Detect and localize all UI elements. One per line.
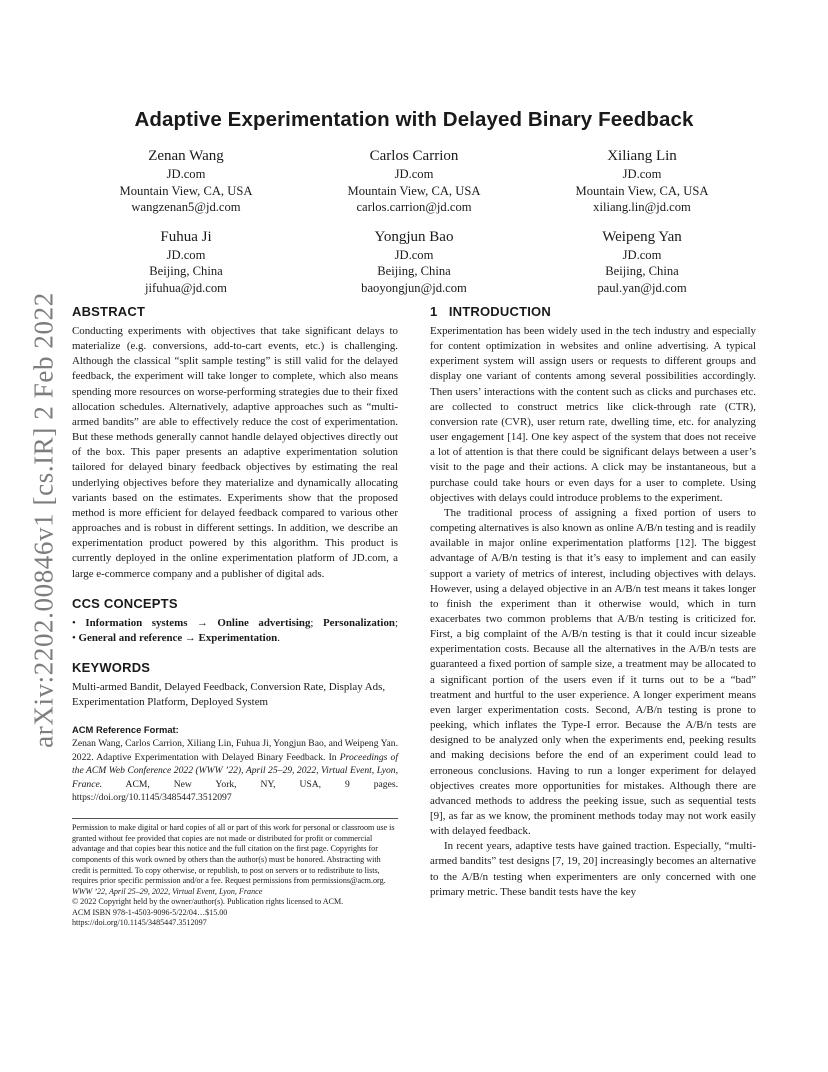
author-location: Mountain View, CA, USA <box>119 183 253 198</box>
author-email: xiliang.lin@jd.com <box>593 200 691 215</box>
author-row <box>72 147 756 216</box>
copyright-line: © 2022 Copyright held by the owner/author(s). Publication rights licensed to ACM. <box>72 897 344 907</box>
permission-notice: Permission to make digital or hard copies of all or part of this work for personal or classroom use is granted without fee provided that copies are not made or distributed for profit or commercial advantage and that copies bear this notice and the full citation on the first page. Copyrights for components of this work owned by others than the author(s) must be honored. Abstracting with credit is permitted. To copy otherwise, or republish, to post on servers or to redistribute to lists, requires prior specific permission and/or a fee. Request permissions from permissions@acm.org. <box>72 823 395 886</box>
intro-paragraph: Experimentation has been widely used in the tech industry and especially for content optimization in websites and online advertising. A typical experiment system will assign users or requests to different groups and display one variant of contents among several possibilities accordingly. Then users’ interactions with the content such as clicks and purchases etc. are collected to construct metrics like click-through rate (CTR), conversion rate (CVR), user return rate, dwelling time, etc. for analyzing user engagement [14]. One key aspect of the system that does not receive a lot of attention is that there could be significant delays between a user’s visit to the page and their actions. A click may be instantaneous, but a purchase could take hours or even days for a user to complete. Using objectives with delays could introduce problems to the experiment. <box>430 325 756 504</box>
isbn-line: ACM ISBN 978-1-4503-9096-5/22/04…$15.00 <box>72 907 228 917</box>
author-block <box>72 147 756 309</box>
author-org: JD.com <box>622 167 662 181</box>
right-column <box>430 304 756 900</box>
author-location: Beijing, China <box>605 264 679 279</box>
author-email: carlos.carrion@jd.com <box>356 200 472 215</box>
author-location: Beijing, China <box>377 264 451 279</box>
ccs-term: Experimentation <box>198 631 278 644</box>
footnote-divider <box>72 818 398 819</box>
conference-name: WWW ’22, April 25–29, 2022, Virtual Event, Lyon, France <box>72 886 263 896</box>
ccs-concepts: • Information systems → Online advertising; Personalization; • General and reference → Experimentation. <box>72 616 398 644</box>
author-name: Weipeng Yan <box>602 228 682 245</box>
author-org: JD.com <box>166 167 206 181</box>
author-row <box>72 228 756 297</box>
doi-link[interactable]: https://doi.org/10.1145/3485447.3512097 <box>72 918 207 928</box>
ccs-term: General and reference <box>78 631 183 644</box>
introduction-heading: 1 INTRODUCTION <box>430 304 551 319</box>
arxiv-stamp: arXiv:2202.00846v1 [cs.IR] 2 Feb 2022 <box>28 292 59 748</box>
arrow-icon: → <box>196 616 208 629</box>
author-card <box>528 147 756 216</box>
author-card <box>72 228 300 297</box>
reference-publisher: ACM, New York, NY, USA, 9 pages. https://doi.org/10.1145/3485447.3512097 <box>72 778 398 803</box>
author-name: Fuhua Ji <box>160 228 212 245</box>
intro-paragraph: The traditional process of assigning a fixed portion of users to competing alternatives is also known as online A/B/n testing and is readily available in major online experimentation platforms [12]. The biggest advantage of A/B/n testing is that it’s easy to implement and can easily support a variety of metrics of interest, including objectives with delays. However, using a delayed objective in an A/B/n test means it takes longer to finish the experiment than it otherwise would, which in turn exacerbates two common problems that A/B/n testing is criticized for. First, a big complaint of the A/B/n testing is that it could incur sizeable experimentation costs. Because all the alternatives in the A/B/n tests are guaranteed a fixed portion of sample size, a treatment may be allocated to a significant portion of the users even if it turns out to be a “bad” treatment and hurtful to the user experience. A longer experiment means even larger experimentation costs. Second, A/B/n testing is prone to peeking, which inflates the Type-I error. Because the A/B/n tests are designed to be analyzed only when the experiments end, peeking results and making decisions before the end of an experiment could lead to erroneous conclusions. Having to run a longer experiment for delayed objectives creates more opportunities for mistakes. Although there are advanced methods to address the peeking issue, such as sequential tests [9], as far as we know, the prominent methods today may not work easily with delayed feedback. <box>430 506 756 838</box>
author-card <box>300 228 528 297</box>
author-org: JD.com <box>394 167 434 181</box>
author-email: jifuhua@jd.com <box>145 280 227 295</box>
ccs-term: Information systems <box>85 616 188 629</box>
conference-line <box>72 887 398 898</box>
ccs-term: Personalization <box>322 616 395 629</box>
author-email: wangzenan5@jd.com <box>131 200 241 215</box>
ccs-term: Online advertising <box>217 616 311 629</box>
abstract-heading: ABSTRACT <box>72 304 146 319</box>
author-location: Mountain View, CA, USA <box>575 183 709 198</box>
keywords-heading: KEYWORDS <box>72 659 151 675</box>
author-name: Xiliang Lin <box>607 148 677 164</box>
keywords-text: Multi-armed Bandit, Delayed Feedback, Conversion Rate, Display Ads, Experimentation Platform, Deployed System <box>72 680 386 709</box>
author-name: Zenan Wang <box>148 148 224 164</box>
author-location: Beijing, China <box>149 264 223 279</box>
paper-title: Adaptive Experimentation with Delayed Binary Feedback <box>134 108 694 131</box>
arrow-icon: → <box>184 631 196 644</box>
author-name: Yongjun Bao <box>374 228 454 245</box>
author-name: Carlos Carrion <box>369 148 459 164</box>
author-email: baoyongjun@jd.com <box>361 280 467 295</box>
abstract-text: Conducting experiments with objectives that take significant delays to materialize (e.g. conversions, add-to-cart events, etc.) is challenging. Although the classical “split sample testing” is still valid for the delayed feedback, the experiment will take longer to complete, which also means spending more resources on worse-performing strategies due to their fixed allocation schedules. Alternatively, adaptive approaches such as “multi-armed bandits” are able to effectively reduce the cost of experimentation. But these methods generally cannot handle delayed objectives directly out of the box. This paper presents an adaptive experimentation solution tailored for delayed binary feedback objectives by estimating the real underlying objectives before they materialize and dynamically allocating variants based on the estimates. Experiments show that the proposed method is more efficient for delayed feedback compared to various other approaches and is robust in different settings. In addition, we describe an experimentation product powered by this algorithm. This product is currently deployed in the online experimentation platform of JD.com, a large e-commerce company and a publisher of digital ads. <box>72 325 398 580</box>
reference-venue: Proceedings of the ACM Web Conference 2022 (WWW ’22), April 25–29, 2022, Virtual Event, Lyon, France. <box>72 751 398 790</box>
acm-reference-heading: ACM Reference Format: <box>72 724 179 736</box>
author-card <box>72 147 300 216</box>
reference-authors: Zenan Wang, Carlos Carrion, Xiliang Lin, Fuhua Ji, Yongjun Bao, and Weipeng Yan. 2022. Adaptive Experimentation with Delayed Binary Feedback. In <box>72 738 398 763</box>
intro-paragraph: In recent years, adaptive tests have gained traction. Especially, “multi-armed bandits” test designs [7, 19, 20] increasingly becomes an alternative to the A/B/n testing when experimenters are only concerned with one primary metric. These bandit tests have the key <box>430 840 757 898</box>
left-column <box>72 304 398 929</box>
author-org: JD.com <box>166 247 206 262</box>
ccs-heading: CCS CONCEPTS <box>72 595 178 611</box>
acm-reference-text <box>72 737 398 804</box>
author-location: Mountain View, CA, USA <box>347 183 481 198</box>
author-org: JD.com <box>394 247 434 262</box>
author-org: JD.com <box>622 247 662 262</box>
author-card <box>300 147 528 216</box>
author-card <box>528 228 756 297</box>
author-email: paul.yan@jd.com <box>597 280 687 295</box>
